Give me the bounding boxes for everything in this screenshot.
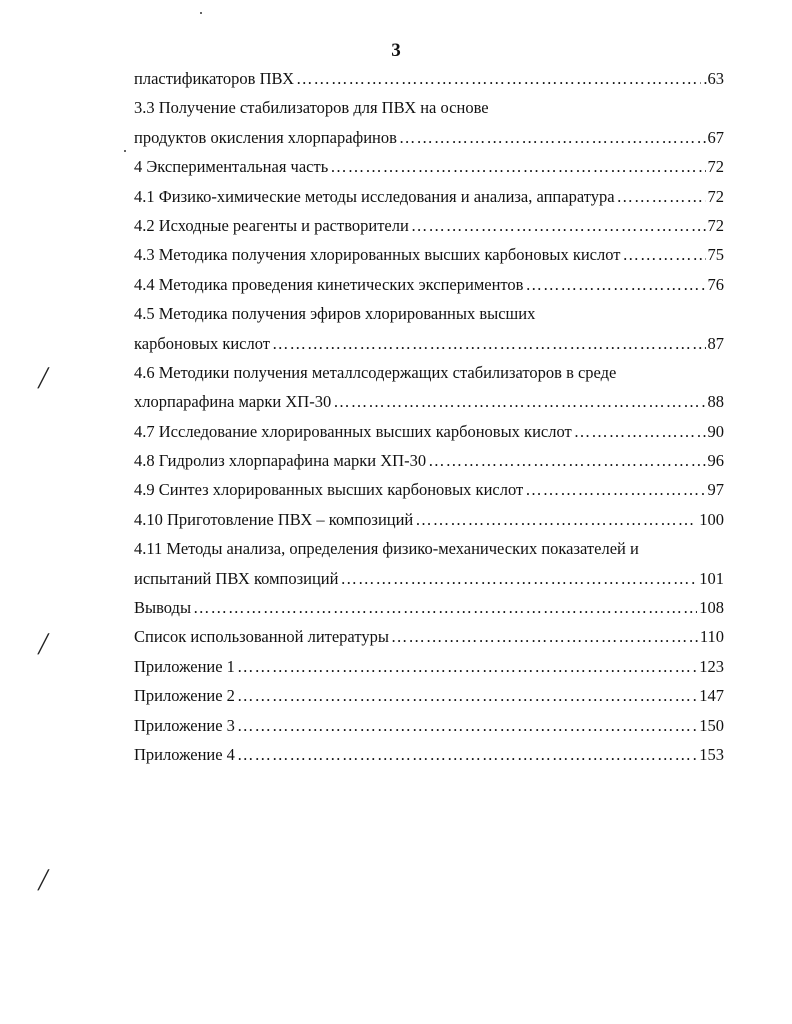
- toc-entry-title: Приложение 4: [134, 744, 235, 764]
- toc-dot-leader: [574, 417, 706, 446]
- toc-entry: [134, 387, 724, 416]
- toc-entry-page: 100: [699, 509, 724, 529]
- toc-entry-page: 72: [707, 215, 724, 235]
- toc-entry-title: 4.3 Методика получения хлорированных высших карбоновых кислот: [134, 245, 621, 265]
- toc-dot-leader: [399, 123, 706, 152]
- toc-entry-title: 4.4 Методика проведения кинетических экспериментов: [134, 274, 524, 294]
- toc-dot-leader: [415, 505, 697, 534]
- toc-entry: [134, 299, 724, 328]
- toc-entry-title: пластификаторов ПВХ: [134, 69, 295, 88]
- toc-entry: [134, 123, 724, 152]
- toc-dot-leader: [330, 152, 705, 181]
- toc-entry-title: Выводы: [134, 598, 192, 618]
- toc-entry: [134, 417, 724, 446]
- toc-entry-title: 4.10 Приготовление ПВХ – композиций: [134, 509, 414, 529]
- toc-entry-title: 4.5 Методика получения эфиров хлорированных высших: [134, 304, 536, 324]
- toc-entry-page: 72: [707, 157, 724, 177]
- page-number: 3: [391, 40, 401, 61]
- toc-dot-leader: [411, 211, 706, 240]
- toc-entry: [134, 240, 724, 269]
- toc-dot-leader: [193, 593, 697, 622]
- toc-entry-page: 108: [699, 598, 724, 618]
- toc-entry-page: 123: [699, 656, 724, 676]
- toc-entry: [134, 152, 724, 181]
- toc-entry-page: .63: [703, 69, 724, 88]
- toc-entry-title: карбоновых кислот: [134, 333, 270, 353]
- toc-dot-leader: [272, 329, 706, 358]
- toc-dot-leader: [237, 740, 697, 769]
- toc-entry: [134, 593, 724, 622]
- toc-entry: [134, 64, 724, 93]
- toc-entry: [134, 446, 724, 475]
- toc-entry: [134, 211, 724, 240]
- toc-entry-page: 150: [699, 715, 724, 735]
- toc-entry-title: 4.11 Методы анализа, определения физико-механических показателей и: [134, 539, 639, 559]
- toc-entry-page: 147: [699, 686, 724, 706]
- toc-entry-title: испытаний ПВХ композиций: [134, 568, 339, 588]
- toc-entry-title: 4 Экспериментальная часть: [134, 157, 329, 177]
- toc-entry: [134, 711, 724, 740]
- toc-dot-leader: [333, 387, 705, 416]
- toc-entry-title: 4.1 Физико-химические методы исследования и анализа, аппаратура: [134, 186, 615, 206]
- toc-entry: [134, 475, 724, 504]
- toc-dot-leader: [296, 64, 701, 93]
- toc-entry-title: Приложение 1: [134, 656, 235, 676]
- toc-entry-page: 75: [707, 245, 724, 265]
- toc-entry-page: 97: [707, 480, 724, 500]
- toc-entry-page: 90: [707, 421, 724, 441]
- toc-entry: [134, 622, 724, 651]
- toc-entry: [134, 681, 724, 710]
- toc-dot-leader: [617, 182, 706, 211]
- toc-entry-page: 101: [699, 568, 724, 588]
- toc-entry: [134, 358, 724, 387]
- toc-entry-title: 4.2 Исходные реагенты и растворители: [134, 215, 409, 235]
- toc-dot-leader: [237, 681, 697, 710]
- toc-entry: [134, 329, 724, 358]
- toc-entry: [134, 93, 724, 122]
- toc-entry-title: Приложение 3: [134, 715, 235, 735]
- toc-entry-page: 72: [707, 186, 724, 206]
- toc-dot-leader: [428, 446, 705, 475]
- toc-dot-leader: [525, 270, 705, 299]
- toc-entry: [134, 564, 724, 593]
- scan-speck: [200, 12, 202, 14]
- table-of-contents: [134, 64, 724, 769]
- toc-entry-title: Список использованной литературы: [134, 627, 389, 647]
- toc-entry-page: 153: [699, 744, 724, 764]
- toc-entry: [134, 182, 724, 211]
- toc-entry: [134, 652, 724, 681]
- toc-entry-page: 76: [707, 274, 724, 294]
- scan-speck: [124, 150, 126, 152]
- toc-dot-leader: [340, 564, 697, 593]
- toc-entry-page: 96: [707, 451, 724, 471]
- toc-entry-page: 87: [707, 333, 724, 353]
- toc-entry: [134, 270, 724, 299]
- toc-entry-page: 88: [707, 392, 724, 412]
- toc-entry-title: продуктов окисления хлорпарафинов: [134, 127, 397, 147]
- margin-tick-mark: ╱: [38, 634, 49, 655]
- toc-entry: [134, 534, 724, 563]
- toc-entry-title: 4.8 Гидролиз хлорпарафина марки ХП-30: [134, 451, 427, 471]
- toc-dot-leader: [237, 652, 697, 681]
- toc-entry-title: 4.7 Исследование хлорированных высших карбоновых кислот: [134, 421, 572, 441]
- toc-dot-leader: [525, 475, 705, 504]
- toc-entry: [134, 505, 724, 534]
- toc-entry-title: 4.6 Методики получения металлсодержащих стабилизаторов в среде: [134, 362, 617, 382]
- toc-entry-title: хлорпарафина марки ХП-30: [134, 392, 332, 412]
- toc-entry-title: 3.3 Получение стабилизаторов для ПВХ на основе: [134, 98, 489, 118]
- margin-tick-mark: ╱: [38, 368, 49, 389]
- toc-entry: [134, 740, 724, 769]
- margin-tick-mark: ╱: [38, 870, 49, 891]
- toc-dot-leader: [622, 240, 705, 269]
- toc-dot-leader: [237, 711, 697, 740]
- toc-dot-leader: [391, 622, 698, 651]
- toc-entry-title: Приложение 2: [134, 686, 235, 706]
- toc-entry-page: 110: [699, 627, 724, 647]
- toc-entry-page: 67: [707, 127, 724, 147]
- toc-entry-title: 4.9 Синтез хлорированных высших карбоновых кислот: [134, 480, 524, 500]
